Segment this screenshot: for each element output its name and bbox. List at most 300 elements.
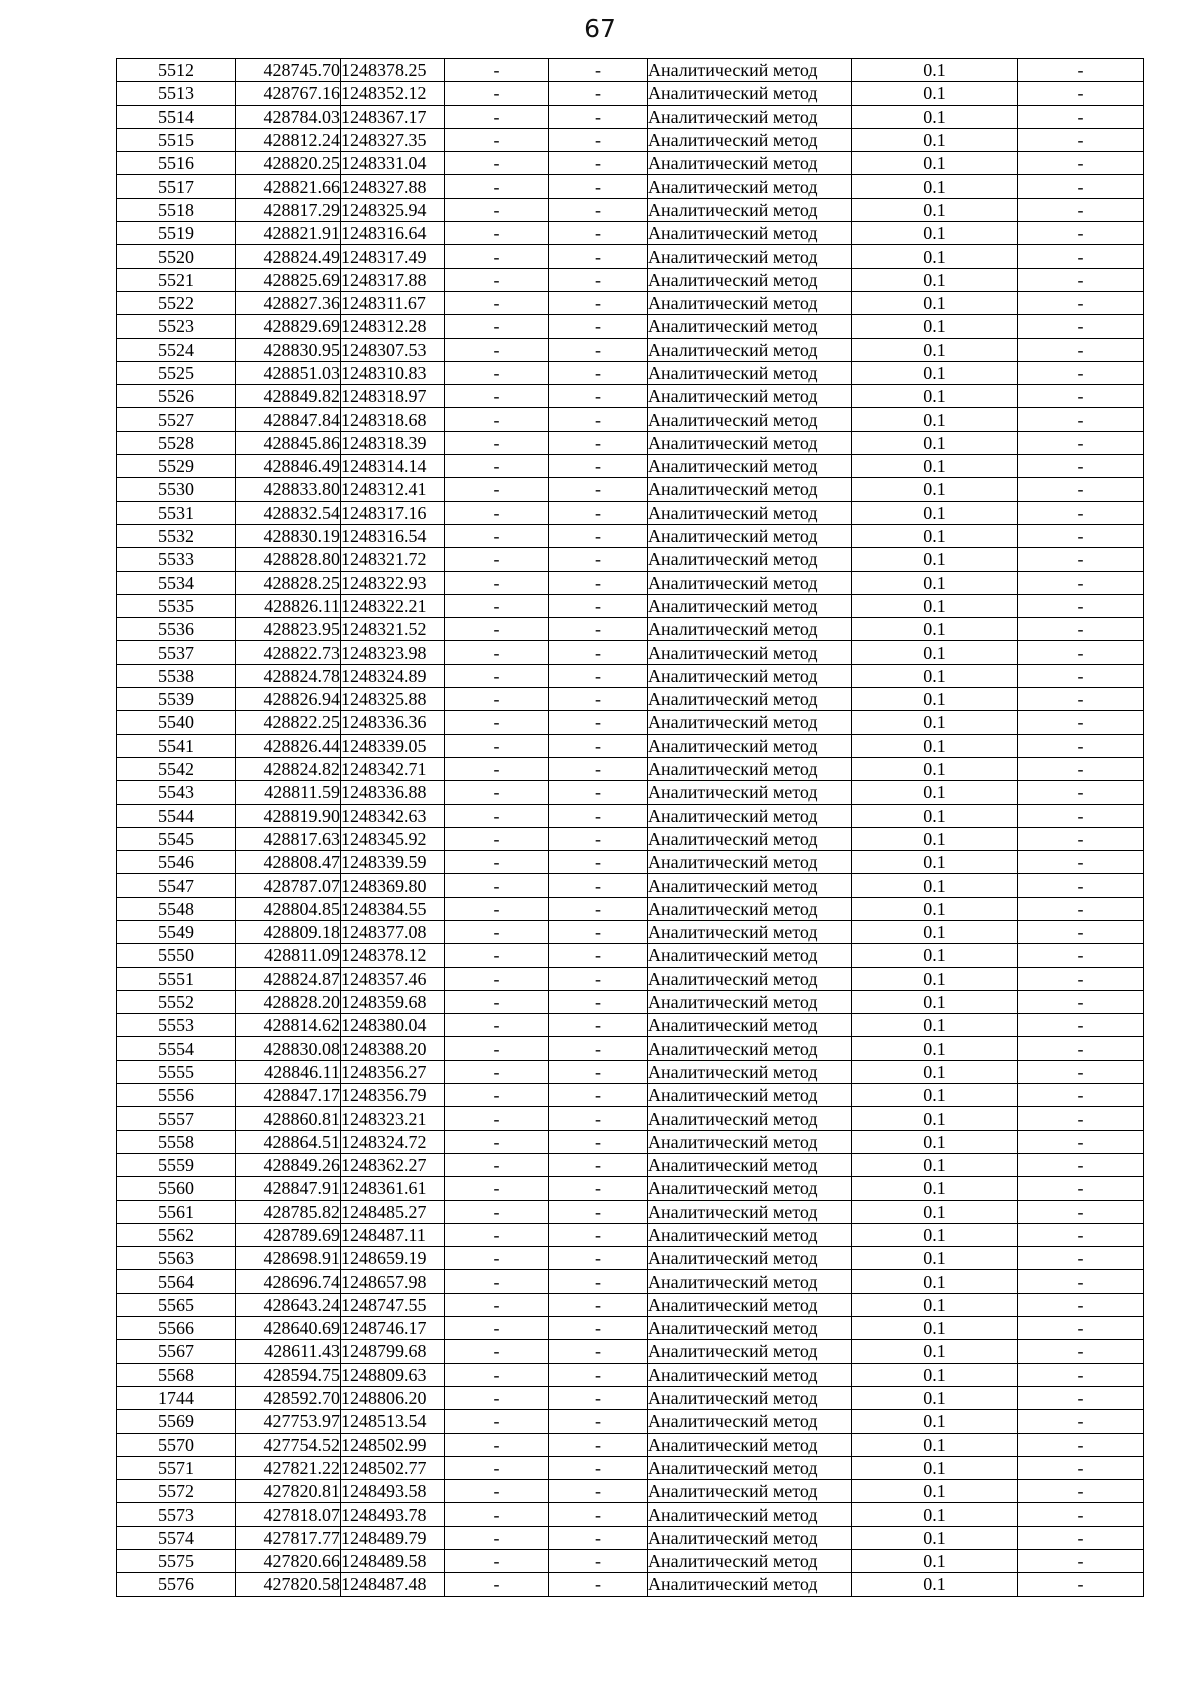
- dash-cell: -: [445, 408, 549, 431]
- y-coordinate-cell: 1248369.80: [341, 874, 445, 897]
- x-coordinate-cell: 427754.52: [236, 1433, 341, 1456]
- table-row: [117, 1526, 1144, 1549]
- dash-cell: -: [549, 1130, 648, 1153]
- x-coordinate-cell: 428826.11: [236, 594, 341, 617]
- dash-cell: -: [445, 198, 549, 221]
- table-row: [117, 641, 1144, 664]
- table-row: [117, 1270, 1144, 1293]
- accuracy-cell: 0.1: [852, 641, 1018, 664]
- dash-cell: -: [549, 990, 648, 1013]
- x-coordinate-cell: 428767.16: [236, 82, 341, 105]
- dash-cell: -: [549, 851, 648, 874]
- accuracy-cell: 0.1: [852, 361, 1018, 384]
- accuracy-cell: 0.1: [852, 1363, 1018, 1386]
- dash-cell: -: [549, 1107, 648, 1130]
- x-coordinate-cell: 428830.08: [236, 1037, 341, 1060]
- dash-cell: -: [1018, 967, 1144, 990]
- point-number-cell: 5535: [117, 594, 236, 617]
- dash-cell: -: [1018, 59, 1144, 82]
- dash-cell: -: [549, 1480, 648, 1503]
- y-coordinate-cell: 1248336.88: [341, 781, 445, 804]
- dash-cell: -: [549, 757, 648, 780]
- table-row: [117, 688, 1144, 711]
- dash-cell: -: [445, 82, 549, 105]
- x-coordinate-cell: 428822.25: [236, 711, 341, 734]
- method-cell: Аналитический метод: [648, 1573, 852, 1596]
- accuracy-cell: 0.1: [852, 827, 1018, 850]
- method-cell: Аналитический метод: [648, 594, 852, 617]
- y-coordinate-cell: 1248746.17: [341, 1317, 445, 1340]
- dash-cell: -: [549, 1456, 648, 1479]
- dash-cell: -: [549, 1526, 648, 1549]
- point-number-cell: 5575: [117, 1550, 236, 1573]
- method-cell: Аналитический метод: [648, 1293, 852, 1316]
- method-cell: Аналитический метод: [648, 1317, 852, 1340]
- point-number-cell: 5541: [117, 734, 236, 757]
- table-row: [117, 711, 1144, 734]
- method-cell: Аналитический метод: [648, 1270, 852, 1293]
- dash-cell: -: [549, 874, 648, 897]
- dash-cell: -: [549, 1060, 648, 1083]
- y-coordinate-cell: 1248322.21: [341, 594, 445, 617]
- dash-cell: -: [549, 361, 648, 384]
- dash-cell: -: [445, 1573, 549, 1596]
- dash-cell: -: [445, 1130, 549, 1153]
- y-coordinate-cell: 1248356.79: [341, 1084, 445, 1107]
- table-row: [117, 734, 1144, 757]
- accuracy-cell: 0.1: [852, 524, 1018, 547]
- x-coordinate-cell: 428828.20: [236, 990, 341, 1013]
- method-cell: Аналитический метод: [648, 408, 852, 431]
- table-row: [117, 1456, 1144, 1479]
- table-row: [117, 851, 1144, 874]
- dash-cell: -: [549, 1410, 648, 1433]
- x-coordinate-cell: 428787.07: [236, 874, 341, 897]
- dash-cell: -: [1018, 920, 1144, 943]
- table-row: [117, 594, 1144, 617]
- dash-cell: -: [1018, 1153, 1144, 1176]
- point-number-cell: 5576: [117, 1573, 236, 1596]
- method-cell: Аналитический метод: [648, 851, 852, 874]
- x-coordinate-cell: 428824.82: [236, 757, 341, 780]
- dash-cell: -: [445, 291, 549, 314]
- method-cell: Аналитический метод: [648, 944, 852, 967]
- dash-cell: -: [549, 1177, 648, 1200]
- accuracy-cell: 0.1: [852, 1293, 1018, 1316]
- dash-cell: -: [1018, 804, 1144, 827]
- x-coordinate-cell: 428696.74: [236, 1270, 341, 1293]
- y-coordinate-cell: 1248361.61: [341, 1177, 445, 1200]
- x-coordinate-cell: 428826.94: [236, 688, 341, 711]
- x-coordinate-cell: 427820.66: [236, 1550, 341, 1573]
- table-row: [117, 618, 1144, 641]
- x-coordinate-cell: 428745.70: [236, 59, 341, 82]
- table-row: [117, 245, 1144, 268]
- dash-cell: -: [549, 478, 648, 501]
- point-number-cell: 5538: [117, 664, 236, 687]
- point-number-cell: 5564: [117, 1270, 236, 1293]
- dash-cell: -: [445, 175, 549, 198]
- x-coordinate-cell: 428819.90: [236, 804, 341, 827]
- accuracy-cell: 0.1: [852, 1177, 1018, 1200]
- dash-cell: -: [549, 1573, 648, 1596]
- table-row: [117, 338, 1144, 361]
- point-number-cell: 5546: [117, 851, 236, 874]
- dash-cell: -: [445, 804, 549, 827]
- point-number-cell: 5528: [117, 431, 236, 454]
- dash-cell: -: [1018, 291, 1144, 314]
- dash-cell: -: [1018, 641, 1144, 664]
- method-cell: Аналитический метод: [648, 222, 852, 245]
- dash-cell: -: [1018, 781, 1144, 804]
- method-cell: Аналитический метод: [648, 1200, 852, 1223]
- dash-cell: -: [549, 781, 648, 804]
- method-cell: Аналитический метод: [648, 152, 852, 175]
- x-coordinate-cell: 428847.17: [236, 1084, 341, 1107]
- dash-cell: -: [445, 734, 549, 757]
- x-coordinate-cell: 428846.49: [236, 455, 341, 478]
- point-number-cell: 5513: [117, 82, 236, 105]
- table-row: [117, 1433, 1144, 1456]
- point-number-cell: 5559: [117, 1153, 236, 1176]
- method-cell: Аналитический метод: [648, 734, 852, 757]
- point-number-cell: 5554: [117, 1037, 236, 1060]
- point-number-cell: 5565: [117, 1293, 236, 1316]
- method-cell: Аналитический метод: [648, 1223, 852, 1246]
- x-coordinate-cell: 428829.69: [236, 315, 341, 338]
- dash-cell: -: [445, 1550, 549, 1573]
- point-number-cell: 5560: [117, 1177, 236, 1200]
- dash-cell: -: [1018, 1410, 1144, 1433]
- accuracy-cell: 0.1: [852, 897, 1018, 920]
- method-cell: Аналитический метод: [648, 618, 852, 641]
- method-cell: Аналитический метод: [648, 1433, 852, 1456]
- point-number-cell: 5536: [117, 618, 236, 641]
- point-number-cell: 5534: [117, 571, 236, 594]
- dash-cell: -: [1018, 571, 1144, 594]
- dash-cell: -: [445, 1037, 549, 1060]
- dash-cell: -: [445, 501, 549, 524]
- method-cell: Аналитический метод: [648, 128, 852, 151]
- point-number-cell: 1744: [117, 1386, 236, 1409]
- method-cell: Аналитический метод: [648, 291, 852, 314]
- dash-cell: -: [445, 1386, 549, 1409]
- x-coordinate-cell: 427817.77: [236, 1526, 341, 1549]
- table-row: [117, 920, 1144, 943]
- dash-cell: -: [445, 1060, 549, 1083]
- accuracy-cell: 0.1: [852, 571, 1018, 594]
- dash-cell: -: [445, 1526, 549, 1549]
- method-cell: Аналитический метод: [648, 897, 852, 920]
- point-number-cell: 5540: [117, 711, 236, 734]
- dash-cell: -: [549, 524, 648, 547]
- dash-cell: -: [549, 548, 648, 571]
- point-number-cell: 5522: [117, 291, 236, 314]
- dash-cell: -: [1018, 338, 1144, 361]
- dash-cell: -: [549, 291, 648, 314]
- dash-cell: -: [549, 1270, 648, 1293]
- dash-cell: -: [1018, 851, 1144, 874]
- y-coordinate-cell: 1248318.97: [341, 385, 445, 408]
- dash-cell: -: [1018, 1200, 1144, 1223]
- dash-cell: -: [1018, 827, 1144, 850]
- dash-cell: -: [549, 1293, 648, 1316]
- x-coordinate-cell: 427753.97: [236, 1410, 341, 1433]
- dash-cell: -: [549, 152, 648, 175]
- x-coordinate-cell: 428825.69: [236, 268, 341, 291]
- y-coordinate-cell: 1248310.83: [341, 361, 445, 384]
- dash-cell: -: [445, 688, 549, 711]
- method-cell: Аналитический метод: [648, 1480, 852, 1503]
- accuracy-cell: 0.1: [852, 82, 1018, 105]
- table-row: [117, 291, 1144, 314]
- accuracy-cell: 0.1: [852, 501, 1018, 524]
- dash-cell: -: [549, 804, 648, 827]
- method-cell: Аналитический метод: [648, 268, 852, 291]
- y-coordinate-cell: 1248342.71: [341, 757, 445, 780]
- accuracy-cell: 0.1: [852, 1410, 1018, 1433]
- table-row: [117, 990, 1144, 1013]
- point-number-cell: 5545: [117, 827, 236, 850]
- dash-cell: -: [1018, 1270, 1144, 1293]
- dash-cell: -: [1018, 618, 1144, 641]
- accuracy-cell: 0.1: [852, 338, 1018, 361]
- y-coordinate-cell: 1248493.78: [341, 1503, 445, 1526]
- dash-cell: -: [445, 1433, 549, 1456]
- table-row: [117, 175, 1144, 198]
- point-number-cell: 5529: [117, 455, 236, 478]
- dash-cell: -: [549, 1223, 648, 1246]
- dash-cell: -: [445, 1456, 549, 1479]
- dash-cell: -: [1018, 1363, 1144, 1386]
- accuracy-cell: 0.1: [852, 1247, 1018, 1270]
- point-number-cell: 5549: [117, 920, 236, 943]
- table-row: [117, 268, 1144, 291]
- accuracy-cell: 0.1: [852, 1014, 1018, 1037]
- table-row: [117, 1014, 1144, 1037]
- dash-cell: -: [549, 431, 648, 454]
- x-coordinate-cell: 427818.07: [236, 1503, 341, 1526]
- accuracy-cell: 0.1: [852, 1130, 1018, 1153]
- x-coordinate-cell: 428824.49: [236, 245, 341, 268]
- accuracy-cell: 0.1: [852, 1386, 1018, 1409]
- accuracy-cell: 0.1: [852, 967, 1018, 990]
- dash-cell: -: [445, 594, 549, 617]
- x-coordinate-cell: 428811.09: [236, 944, 341, 967]
- dash-cell: -: [549, 664, 648, 687]
- table-row: [117, 1386, 1144, 1409]
- dash-cell: -: [549, 1153, 648, 1176]
- x-coordinate-cell: 428812.24: [236, 128, 341, 151]
- dash-cell: -: [1018, 1037, 1144, 1060]
- point-number-cell: 5542: [117, 757, 236, 780]
- point-number-cell: 5568: [117, 1363, 236, 1386]
- method-cell: Аналитический метод: [648, 478, 852, 501]
- method-cell: Аналитический метод: [648, 967, 852, 990]
- method-cell: Аналитический метод: [648, 641, 852, 664]
- x-coordinate-cell: 428849.82: [236, 385, 341, 408]
- dash-cell: -: [445, 1480, 549, 1503]
- dash-cell: -: [445, 618, 549, 641]
- table-row: [117, 1550, 1144, 1573]
- point-number-cell: 5566: [117, 1317, 236, 1340]
- x-coordinate-cell: 428814.62: [236, 1014, 341, 1037]
- accuracy-cell: 0.1: [852, 1550, 1018, 1573]
- dash-cell: -: [1018, 1386, 1144, 1409]
- x-coordinate-cell: 428592.70: [236, 1386, 341, 1409]
- table-row: [117, 524, 1144, 547]
- dash-cell: -: [445, 105, 549, 128]
- table-row: [117, 897, 1144, 920]
- dash-cell: -: [549, 128, 648, 151]
- table-row: [117, 781, 1144, 804]
- dash-cell: -: [1018, 152, 1144, 175]
- dash-cell: -: [445, 431, 549, 454]
- dash-cell: -: [1018, 431, 1144, 454]
- dash-cell: -: [549, 408, 648, 431]
- x-coordinate-cell: 428820.25: [236, 152, 341, 175]
- dash-cell: -: [445, 1107, 549, 1130]
- dash-cell: -: [549, 268, 648, 291]
- accuracy-cell: 0.1: [852, 291, 1018, 314]
- dash-cell: -: [445, 385, 549, 408]
- method-cell: Аналитический метод: [648, 827, 852, 850]
- dash-cell: -: [445, 1200, 549, 1223]
- dash-cell: -: [445, 128, 549, 151]
- accuracy-cell: 0.1: [852, 734, 1018, 757]
- x-coordinate-cell: 428849.26: [236, 1153, 341, 1176]
- table-row: [117, 664, 1144, 687]
- dash-cell: -: [445, 1270, 549, 1293]
- dash-cell: -: [1018, 1223, 1144, 1246]
- accuracy-cell: 0.1: [852, 594, 1018, 617]
- y-coordinate-cell: 1248323.21: [341, 1107, 445, 1130]
- y-coordinate-cell: 1248345.92: [341, 827, 445, 850]
- dash-cell: -: [1018, 105, 1144, 128]
- dash-cell: -: [445, 1084, 549, 1107]
- x-coordinate-cell: 428643.24: [236, 1293, 341, 1316]
- dash-cell: -: [549, 734, 648, 757]
- method-cell: Аналитический метод: [648, 1247, 852, 1270]
- dash-cell: -: [445, 1410, 549, 1433]
- accuracy-cell: 0.1: [852, 990, 1018, 1013]
- accuracy-cell: 0.1: [852, 781, 1018, 804]
- table-row: [117, 128, 1144, 151]
- accuracy-cell: 0.1: [852, 128, 1018, 151]
- method-cell: Аналитический метод: [648, 198, 852, 221]
- table-row: [117, 431, 1144, 454]
- method-cell: Аналитический метод: [648, 501, 852, 524]
- x-coordinate-cell: 428784.03: [236, 105, 341, 128]
- y-coordinate-cell: 1248325.88: [341, 688, 445, 711]
- dash-cell: -: [445, 920, 549, 943]
- dash-cell: -: [445, 59, 549, 82]
- point-number-cell: 5515: [117, 128, 236, 151]
- method-cell: Аналитический метод: [648, 711, 852, 734]
- method-cell: Аналитический метод: [648, 524, 852, 547]
- x-coordinate-cell: 428845.86: [236, 431, 341, 454]
- y-coordinate-cell: 1248311.67: [341, 291, 445, 314]
- table-row: [117, 1153, 1144, 1176]
- table-row: [117, 1060, 1144, 1083]
- y-coordinate-cell: 1248312.41: [341, 478, 445, 501]
- dash-cell: -: [1018, 594, 1144, 617]
- dash-cell: -: [1018, 1480, 1144, 1503]
- dash-cell: -: [1018, 315, 1144, 338]
- accuracy-cell: 0.1: [852, 1084, 1018, 1107]
- y-coordinate-cell: 1248367.17: [341, 105, 445, 128]
- dash-cell: -: [549, 967, 648, 990]
- point-number-cell: 5551: [117, 967, 236, 990]
- accuracy-cell: 0.1: [852, 1037, 1018, 1060]
- dash-cell: -: [445, 711, 549, 734]
- method-cell: Аналитический метод: [648, 455, 852, 478]
- y-coordinate-cell: 1248352.12: [341, 82, 445, 105]
- dash-cell: -: [445, 1317, 549, 1340]
- dash-cell: -: [549, 1550, 648, 1573]
- method-cell: Аналитический метод: [648, 990, 852, 1013]
- dash-cell: -: [445, 524, 549, 547]
- x-coordinate-cell: 428826.44: [236, 734, 341, 757]
- y-coordinate-cell: 1248487.48: [341, 1573, 445, 1596]
- point-number-cell: 5562: [117, 1223, 236, 1246]
- point-number-cell: 5556: [117, 1084, 236, 1107]
- accuracy-cell: 0.1: [852, 59, 1018, 82]
- accuracy-cell: 0.1: [852, 711, 1018, 734]
- y-coordinate-cell: 1248380.04: [341, 1014, 445, 1037]
- dash-cell: -: [549, 1386, 648, 1409]
- dash-cell: -: [549, 1433, 648, 1456]
- dash-cell: -: [1018, 711, 1144, 734]
- accuracy-cell: 0.1: [852, 548, 1018, 571]
- method-cell: Аналитический метод: [648, 1153, 852, 1176]
- method-cell: Аналитический метод: [648, 1060, 852, 1083]
- dash-cell: -: [549, 501, 648, 524]
- y-coordinate-cell: 1248357.46: [341, 967, 445, 990]
- point-number-cell: 5539: [117, 688, 236, 711]
- y-coordinate-cell: 1248324.89: [341, 664, 445, 687]
- y-coordinate-cell: 1248489.58: [341, 1550, 445, 1573]
- dash-cell: -: [1018, 128, 1144, 151]
- point-number-cell: 5516: [117, 152, 236, 175]
- dash-cell: -: [445, 1223, 549, 1246]
- dash-cell: -: [549, 198, 648, 221]
- dash-cell: -: [549, 1317, 648, 1340]
- point-number-cell: 5524: [117, 338, 236, 361]
- accuracy-cell: 0.1: [852, 455, 1018, 478]
- dash-cell: -: [549, 455, 648, 478]
- dash-cell: -: [549, 385, 648, 408]
- table-row: [117, 152, 1144, 175]
- dash-cell: -: [1018, 1014, 1144, 1037]
- page-number: 67: [584, 14, 616, 43]
- table-row: [117, 944, 1144, 967]
- y-coordinate-cell: 1248339.59: [341, 851, 445, 874]
- method-cell: Аналитический метод: [648, 781, 852, 804]
- y-coordinate-cell: 1248325.94: [341, 198, 445, 221]
- table-row: [117, 315, 1144, 338]
- dash-cell: -: [549, 594, 648, 617]
- dash-cell: -: [549, 1037, 648, 1060]
- point-number-cell: 5520: [117, 245, 236, 268]
- point-number-cell: 5530: [117, 478, 236, 501]
- method-cell: Аналитический метод: [648, 1550, 852, 1573]
- point-number-cell: 5555: [117, 1060, 236, 1083]
- table-row: [117, 478, 1144, 501]
- x-coordinate-cell: 428824.78: [236, 664, 341, 687]
- accuracy-cell: 0.1: [852, 1270, 1018, 1293]
- table-row: [117, 874, 1144, 897]
